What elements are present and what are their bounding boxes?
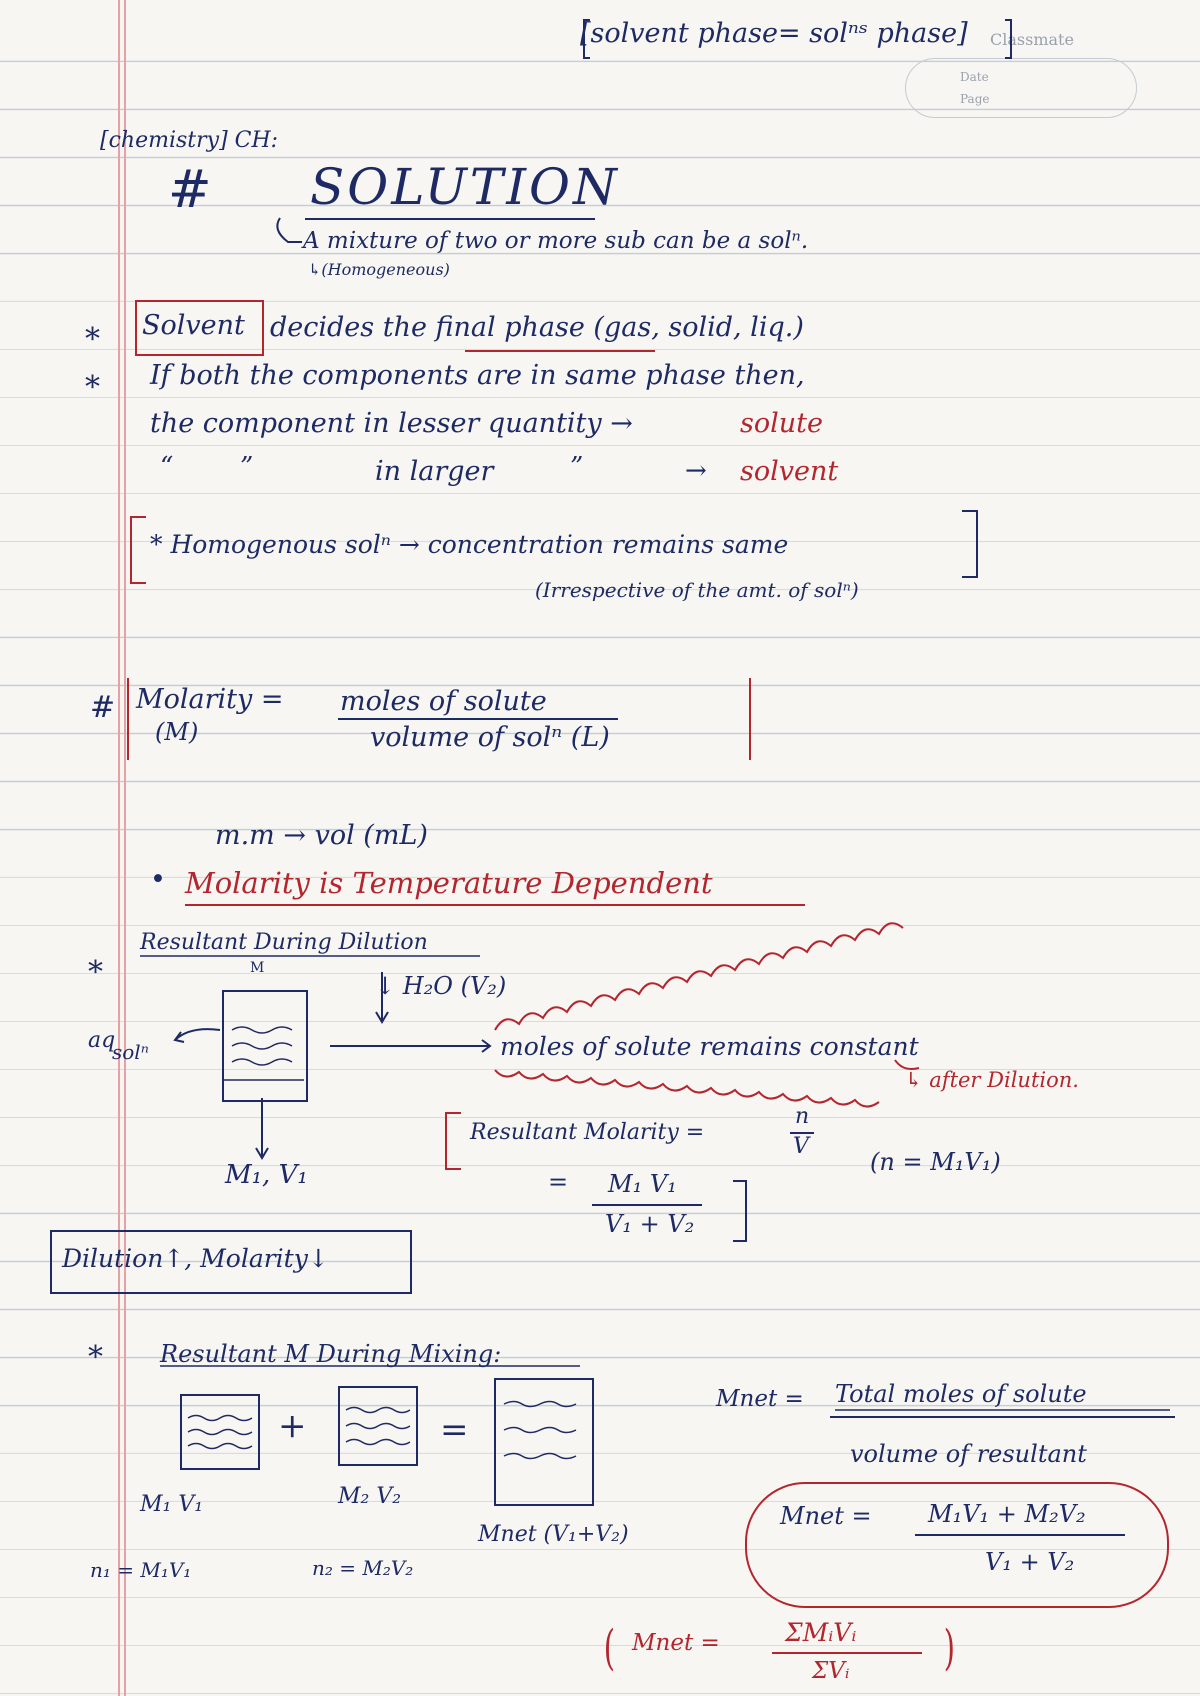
mixing-plus: + — [278, 1406, 307, 1446]
mnet-denominator: volume of resultant — [850, 1440, 1087, 1468]
after-dilution-text: ↳ after Dilution. — [905, 1068, 1079, 1092]
general-paren-right: ) — [943, 1620, 955, 1676]
subject-label: [chemistry] CH: — [100, 128, 279, 153]
n1-label: n₁ = M₁V₁ — [90, 1558, 192, 1582]
mixing-equals: = — [440, 1410, 469, 1450]
molarity-denominator: volume of solⁿ (L) — [370, 722, 610, 753]
bullet-star-2: * — [85, 370, 100, 405]
moles-constant-text: moles of solute remains constant — [500, 1032, 919, 1061]
beaker2-label: M₂ V₂ — [338, 1484, 402, 1509]
components-line: If both the components are in same phase then, — [150, 360, 805, 391]
molarity-label: Molarity = — [136, 684, 284, 715]
dilution-frac-den: V₁ + V₂ — [605, 1210, 695, 1238]
beaker3-label: Mnet (V₁+V₂) — [478, 1522, 629, 1547]
general-paren-left: ( — [603, 1620, 615, 1676]
mixing-star: * — [88, 1340, 103, 1375]
homogeneous-rule: * Homogenous solⁿ → concentration remains same — [150, 530, 789, 559]
brand-label: Classmate — [990, 30, 1074, 49]
constant-arrow — [330, 1040, 490, 1052]
cloud-top — [495, 923, 903, 1030]
mixing-heading: Resultant M During Mixing: — [160, 1340, 502, 1368]
arrow-solvent: → — [685, 456, 707, 486]
solvent-word-2: solvent — [740, 456, 839, 487]
dilution-waves — [232, 1027, 292, 1065]
general-left: Mnet = — [632, 1630, 720, 1656]
molarity-hash: # — [90, 690, 116, 725]
solvent-rest: decides the final phase (gas, solid, liq.) — [270, 312, 804, 343]
dilution-star: * — [88, 955, 103, 990]
m1v1-label: M₁, V₁ — [225, 1160, 308, 1190]
cloud-bottom — [495, 1070, 879, 1107]
temp-bullet: • — [150, 864, 166, 895]
title-definition: A mixture of two or more sub can be a solⁿ. — [303, 228, 809, 254]
after-hook — [895, 1060, 919, 1069]
solute-word: solute — [740, 408, 823, 439]
lesser-line: the component in lesser quantity → — [150, 408, 633, 439]
mix3-waves — [504, 1402, 576, 1459]
mix2-waves — [346, 1408, 410, 1445]
resultant-molarity-label: Resultant Molarity = — [470, 1120, 705, 1145]
phase-note: [solvent phase= solⁿˢ phase] — [580, 18, 968, 49]
general-denominator: ΣVᵢ — [812, 1658, 850, 1684]
n2-label: n₂ = M₂V₂ — [312, 1556, 414, 1580]
dilution-frac-num: M₁ V₁ — [608, 1170, 677, 1198]
irrespective-note: (Irrespective of the amt. of solⁿ) — [535, 578, 859, 602]
ditto-3: ” — [570, 452, 584, 482]
aq-arrow — [175, 1029, 220, 1042]
title-hash: # — [168, 160, 212, 220]
n-over-v-num: n — [795, 1104, 810, 1129]
beaker1-label: M₁ V₁ — [140, 1492, 204, 1517]
mnet-label: Mnet = — [716, 1386, 804, 1412]
page-label: Page — [960, 92, 990, 106]
header-bracket-left — [584, 20, 590, 58]
n-over-v-den: V — [793, 1134, 809, 1159]
header-bracket-right — [1005, 20, 1011, 58]
water-label: ↓ H₂O (V₂) — [375, 972, 507, 1000]
page-title: SOLUTION — [310, 158, 620, 216]
solvent-word: Solvent — [142, 310, 245, 341]
mnet-numerator: Total moles of solute — [835, 1380, 1087, 1408]
oval-numerator: M₁V₁ + M₂V₂ — [928, 1500, 1086, 1528]
soln-label: solⁿ — [112, 1040, 149, 1064]
oval-denominator: V₁ + V₂ — [985, 1548, 1075, 1576]
date-label: Date — [960, 70, 989, 84]
mix1-waves — [188, 1416, 252, 1449]
water-down-arrow — [376, 972, 388, 1022]
general-numerator: ΣMᵢVᵢ — [785, 1618, 857, 1647]
bullet-star-1: * — [85, 322, 100, 357]
temperature-dependent: Molarity is Temperature Dependent — [185, 866, 713, 900]
definition-note: ↳(Homogeneous) — [308, 260, 450, 279]
dilution-equals: = — [548, 1168, 569, 1196]
molarity-symbol: (M) — [155, 718, 199, 746]
ditto-2: ” — [240, 452, 254, 482]
molarity-numerator: moles of solute — [340, 686, 547, 717]
dilution-rule: Dilution↑, Molarity↓ — [62, 1244, 329, 1273]
beaker-m-label: M — [250, 960, 265, 976]
ditto-1: “ — [160, 452, 174, 482]
definition-arrow — [277, 218, 302, 242]
aq-label: aq — [88, 1028, 116, 1053]
mm-note: m.m → vol (mL) — [215, 820, 428, 851]
dilution-heading: Resultant During Dilution — [140, 930, 428, 955]
larger-text: in larger — [375, 456, 494, 487]
n-definition: (n = M₁V₁) — [870, 1148, 1001, 1176]
oval-left: Mnet = — [780, 1502, 872, 1530]
m1v1-arrow — [256, 1098, 268, 1158]
